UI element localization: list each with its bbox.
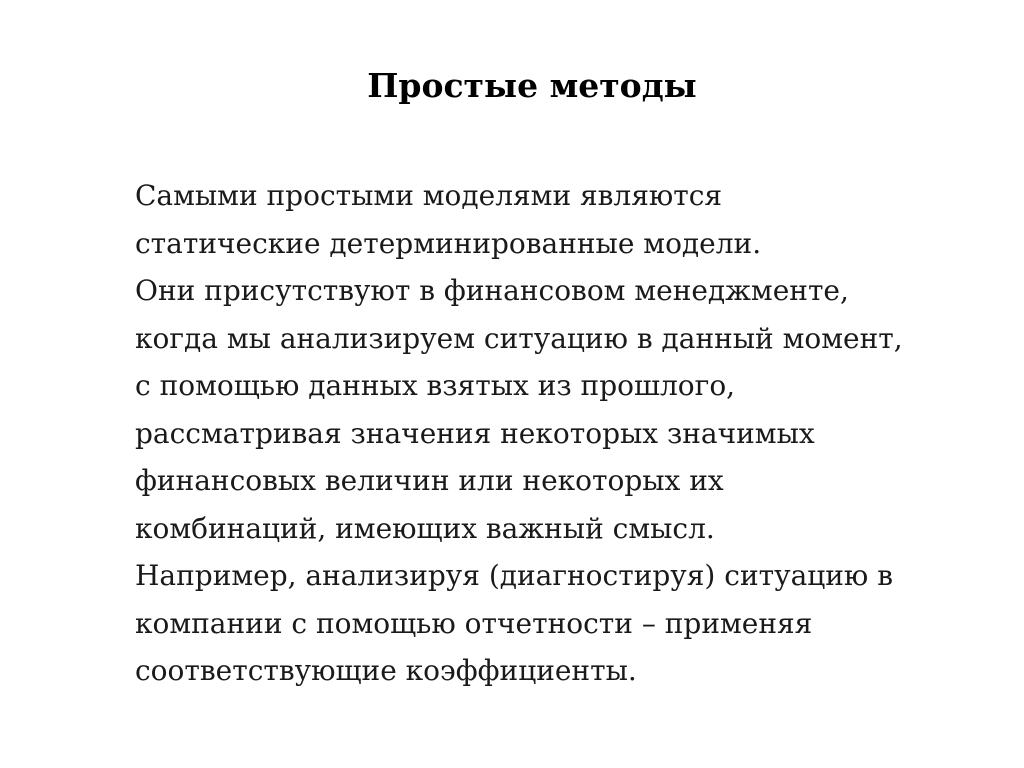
slide-body-text bbox=[135, 172, 1005, 695]
body-line: Самыми простыми моделями являются bbox=[135, 179, 723, 212]
body-line: соответствующие коэффициенты. bbox=[135, 654, 637, 687]
body-line: статические детерминированные модели. bbox=[135, 226, 762, 260]
body-line: когда мы анализируем ситуацию в данный момент, bbox=[135, 321, 903, 355]
body-line: рассматривая значения некоторых значимых bbox=[135, 416, 815, 450]
slide-title: Простые методы bbox=[367, 66, 697, 105]
body-line: Они присутствуют в финансовом менеджменте, bbox=[135, 274, 849, 307]
body-line: с помощью данных взятых из прошлого, bbox=[135, 369, 736, 402]
body-line: Например, анализируя (диагностируя) ситуацию в bbox=[135, 559, 893, 592]
body-line: компании с помощью отчетности – применяя bbox=[135, 606, 813, 640]
body-line: комбинаций, имеющих важный смысл. bbox=[135, 511, 715, 545]
body-line: финансовых величин или некоторых их bbox=[135, 464, 724, 497]
